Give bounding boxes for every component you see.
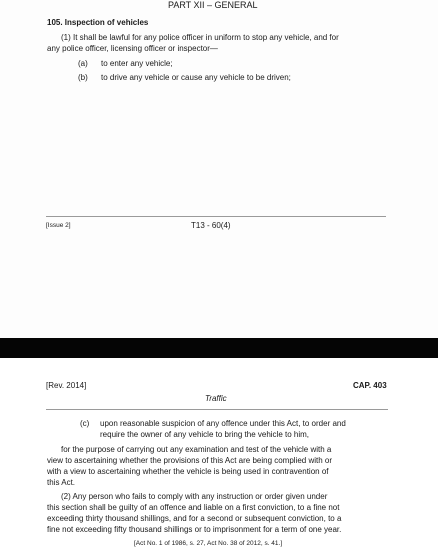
page-separator [0, 338, 438, 358]
item-c-label: (c) [80, 419, 90, 428]
footer-rule [46, 216, 386, 217]
running-head: PART XII – GENERAL [168, 0, 258, 10]
subsection-2-line-2: this section shall be guilty of an offence and liable on a first conviction, to a fine not [47, 503, 340, 512]
item-b-text: to drive any vehicle or cause any vehicle to be driven; [101, 73, 291, 82]
paragraph-line-3: with a view to ascertaining whether the vehicle is being used in contravention of [47, 467, 329, 476]
subsection-2-line-3: exceeding thirty thousand shillings, and for a second or subsequent conviction, to a [47, 514, 342, 523]
header-revision: [Rev. 2014] [46, 381, 87, 390]
item-a-label: (a) [78, 59, 88, 68]
item-b-label: (b) [78, 73, 88, 82]
legislative-citation: [Act No. 1 of 1986, s. 27, Act No. 38 of 2012, s. 41.] [134, 540, 283, 547]
page-bottom [0, 358, 438, 550]
item-c-line-2: require the owner of any vehicle to bring the vehicle to him, [100, 430, 310, 439]
subsection-1-line-1: (1) It shall be lawful for any police officer in uniform to stop any vehicle, and for [61, 33, 339, 42]
header-chapter: CAP. 403 [353, 381, 387, 390]
footer-page-number: T13 - 60(4) [191, 221, 231, 230]
header-title: Traffic [205, 394, 227, 403]
subsection-2-line-4: fine not exceeding fifty thousand shillings or to imprisonment for a term of one year. [47, 525, 342, 534]
footer-issue: [Issue 2] [46, 222, 71, 229]
paragraph-line-1: for the purpose of carrying out any examination and test of the vehicle with a [61, 445, 332, 454]
paragraph-line-4: this Act. [47, 478, 76, 487]
subsection-2-line-1: (2) Any person who fails to comply with any instruction or order given under [61, 492, 328, 501]
paragraph-line-2: view to ascertaining whether the provisions of this Act are being complied with or [47, 456, 333, 465]
section-heading: 105. Inspection of vehicles [47, 18, 149, 27]
item-c-line-1: upon reasonable suspicion of any offence under this Act, to order and [100, 419, 346, 428]
item-a-text: to enter any vehicle; [101, 59, 173, 68]
header-rule [46, 409, 388, 410]
subsection-1-line-2: any police officer, licensing officer or inspector— [47, 44, 218, 53]
